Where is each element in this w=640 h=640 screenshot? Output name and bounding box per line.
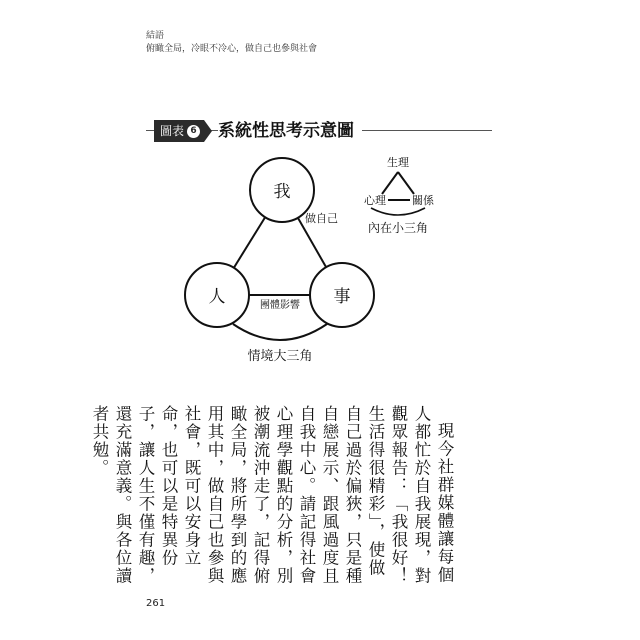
small-edge-left [382,172,398,194]
chapter-label: 結語 [146,31,165,41]
page-number: 261 [146,598,166,609]
edge-label-group-influence: 團體影響 [260,300,300,311]
inner-bracket [371,208,425,215]
node-things-label: 事 [333,287,351,307]
node-people-label: 人 [208,287,226,307]
node-self-label: 我 [273,182,291,202]
small-node-relationships: 關係 [412,194,434,207]
chapter-subtitle: 俯瞰全局，冷眼不冷心，做自己也參與社會 [146,44,318,54]
closing-paragraph-text: 現今社群媒體讓每個人都忙於自我展現，對觀眾報告：「我很好！生活得很精彩」，使做自己過於偏狹，只是種自戀展示、跟風過度且自我中心。請記得社會心理學觀點的分析，別被潮流沖走了，記得俯瞰全局，將所學到的應用其中，做自己也參與社會，既可以安身立命，也可以是特異份子，讓人生不僅有趣，還充滿意義。與各位讀者共勉。 [90,405,454,585]
figure-label: 圖表 [160,124,185,138]
small-node-physiology: 生理 [387,156,409,169]
edge-label-be-yourself: 做自己 [305,212,338,225]
small-edge-right [398,172,414,194]
figure-title: 系統性思考示意圖 [218,118,362,144]
figure-number: 6 [187,125,200,138]
big-triangle-caption: 情境大三角 [247,349,313,364]
closing-paragraph [90,405,456,585]
small-node-psychology: 心理 [364,194,386,207]
situation-bracket [233,324,327,340]
small-triangle-caption: 內在小三角 [367,221,429,235]
